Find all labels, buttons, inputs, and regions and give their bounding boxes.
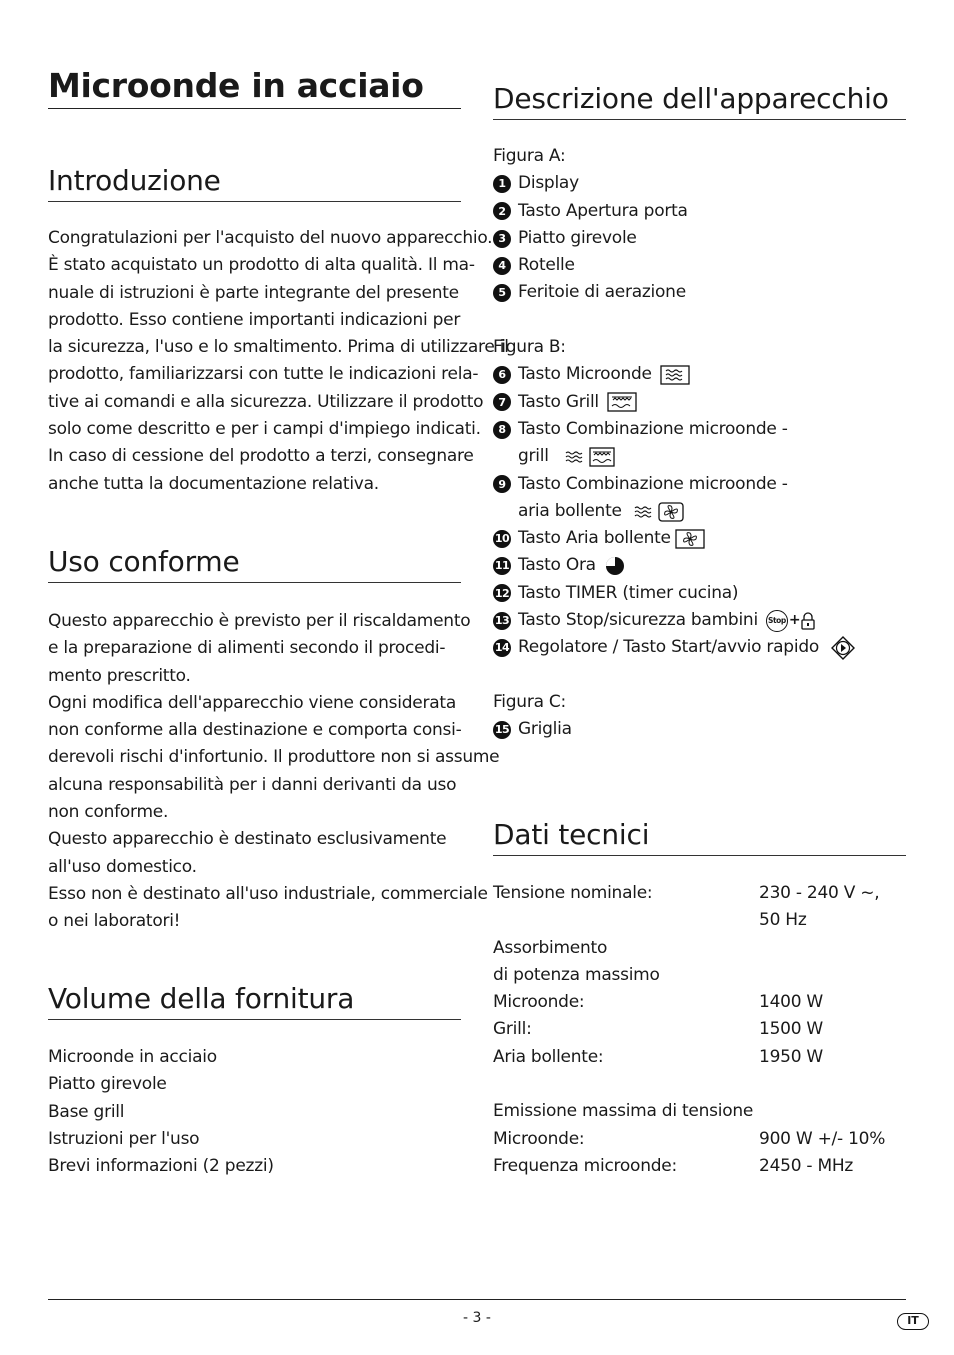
- item-text: Regolatore / Tasto Start/avvio rapido: [518, 637, 820, 658]
- list-item: [493, 525, 906, 552]
- text-line: all'uso domestico.: [48, 856, 197, 877]
- item-text: Tasto Combinazione microonde -: [518, 473, 788, 494]
- table-row: [493, 935, 885, 962]
- number-badge: 15: [493, 721, 511, 739]
- text-line: Questo apparecchio è destinato esclusivamente: [48, 829, 447, 850]
- item-text: Feritoie di aerazione: [518, 282, 686, 303]
- list-item: [493, 389, 906, 416]
- number-badge: 2: [493, 202, 511, 220]
- volume-list: [48, 1044, 461, 1180]
- spec-key: [493, 907, 759, 934]
- list-item: Base grill: [48, 1101, 125, 1122]
- list-item: [493, 416, 906, 443]
- item-text: Tasto Stop/sicurezza bambini: [518, 610, 758, 631]
- spec-key: Microonde:: [493, 992, 585, 1013]
- item-text: Tasto Microonde: [518, 364, 652, 385]
- table-row: [493, 1071, 885, 1098]
- item-text: aria bollente: [518, 500, 622, 521]
- text-line: Esso non è destinato all'uso industriale, commerciale: [48, 883, 488, 904]
- list-item: [493, 361, 906, 388]
- spec-key: Microonde:: [493, 1128, 585, 1149]
- list-item: [493, 170, 906, 197]
- table-row: [493, 880, 885, 907]
- text-line: In caso di cessione del prodotto a terzi, consegnare: [48, 446, 474, 467]
- microwave-icon: [660, 365, 690, 385]
- figure-a-label: Figura A:: [493, 146, 566, 166]
- table-row: [493, 1098, 885, 1125]
- number-badge: 10: [493, 530, 511, 548]
- grill-icon: [607, 392, 637, 412]
- list-item: [493, 471, 906, 498]
- spec-key: Frequenza microonde:: [493, 1155, 677, 1176]
- text-line: la sicurezza, l'uso e lo smaltimento. Prima di utilizzare il: [48, 337, 509, 358]
- spec-value: [759, 962, 885, 989]
- spec-key: Tensione nominale:: [493, 883, 653, 903]
- list-item: Brevi informazioni (2 pezzi): [48, 1156, 274, 1177]
- spec-key: Emissione massima di tensione: [493, 1101, 754, 1122]
- page-title: Microonde in acciaio: [48, 66, 461, 109]
- section-title-introduzione: Introduzione: [48, 163, 461, 202]
- text-line: anche tutta la documentazione relativa.: [48, 473, 379, 494]
- text-line: Questo apparecchio è previsto per il riscaldamento: [48, 611, 471, 631]
- text-line: non conforme alla destinazione e comporta consi-: [48, 720, 462, 741]
- spec-value: 2450 - MHz: [759, 1155, 854, 1176]
- item-text: Tasto Ora: [518, 555, 596, 576]
- list-item: [493, 225, 906, 252]
- number-badge: 5: [493, 284, 511, 302]
- lock-icon: [801, 612, 815, 630]
- list-item: [493, 580, 906, 607]
- table-row: [493, 962, 885, 989]
- spec-value: [759, 935, 885, 962]
- spacer: [493, 307, 906, 334]
- table-row: [493, 989, 885, 1016]
- text-line: Ogni modifica dell'apparecchio viene considerata: [48, 692, 457, 713]
- text-line: non conforme.: [48, 802, 169, 823]
- figure-b-label: Figura B:: [493, 337, 566, 358]
- spec-key: Aria bollente:: [493, 1046, 604, 1067]
- intro-text: [48, 225, 509, 498]
- table-row: [493, 1153, 885, 1180]
- item-text: Tasto Apertura porta: [518, 200, 688, 221]
- number-badge: 12: [493, 584, 511, 602]
- number-badge: 3: [493, 230, 511, 248]
- spec-key: Assorbimento: [493, 937, 608, 958]
- text-line: prodotto, familiarizzarsi con tutte le indicazioni rela-: [48, 364, 479, 385]
- table-row: [493, 907, 885, 934]
- list-item: [493, 552, 906, 579]
- item-text: grill: [518, 446, 549, 467]
- spec-value: 1400 W: [759, 992, 823, 1013]
- spec-value: 900 W +/- 10%: [759, 1128, 886, 1149]
- list-item: [493, 198, 906, 225]
- list-item-continuation: [493, 443, 906, 470]
- text-line: nuale di istruzioni è parte integrante del presente: [48, 282, 459, 303]
- list-item: Istruzioni per l'uso: [48, 1128, 200, 1149]
- text-line: tive ai comandi e alla sicurezza. Utilizzare il prodotto: [48, 391, 484, 412]
- list-item: Piatto girevole: [48, 1074, 167, 1095]
- stop-lock-icon: [766, 607, 815, 634]
- number-badge: 8: [493, 421, 511, 439]
- number-badge: 7: [493, 393, 511, 411]
- list-item: Microonde in acciaio: [48, 1047, 217, 1067]
- item-text: Tasto Combinazione microonde -: [518, 418, 788, 439]
- text-line: Congratulazioni per l'acquisto del nuovo apparecchio.: [48, 228, 493, 248]
- list-item: [493, 279, 906, 306]
- list-item: [493, 607, 906, 634]
- number-badge: 4: [493, 257, 511, 275]
- list-item: [493, 252, 906, 279]
- text-line: È stato acquistato un prodotto di alta qualità. Il ma-: [48, 255, 475, 276]
- number-badge: 6: [493, 366, 511, 384]
- item-text: Griglia: [518, 719, 572, 740]
- table-row: [493, 1044, 885, 1071]
- plus-sign: +: [788, 612, 801, 629]
- table-row: [493, 1016, 885, 1043]
- spec-value: 230 - 240 V ~,: [759, 883, 880, 903]
- text-line: prodotto. Esso contiene importanti indicazioni per: [48, 309, 461, 330]
- spacer: [493, 662, 906, 689]
- page-number: - 3 -: [463, 1310, 491, 1326]
- item-text: Tasto TIMER (timer cucina): [518, 582, 739, 603]
- text-line: o nei laboratori!: [48, 911, 181, 932]
- text-line: e la preparazione di alimenti secondo il procedi-: [48, 638, 446, 659]
- number-badge: 9: [493, 475, 511, 493]
- item-text: Piatto girevole: [518, 227, 637, 248]
- uso-text: [48, 608, 500, 936]
- spec-value: 1950 W: [759, 1046, 823, 1067]
- description-list: [493, 143, 906, 744]
- spec-key: Grill:: [493, 1019, 532, 1040]
- start-dial-icon: [831, 636, 855, 660]
- text-line: mento prescritto.: [48, 665, 191, 686]
- section-title-dati-tecnici: Dati tecnici: [493, 817, 906, 856]
- language-badge: IT: [897, 1313, 929, 1330]
- stop-badge: Stop: [766, 610, 788, 632]
- table-row: [493, 1126, 885, 1153]
- list-item: [493, 716, 906, 743]
- text-line: alcuna responsabilità per i danni derivanti da uso: [48, 774, 457, 795]
- text-line: solo come descritto e per i campi d'impiego indicati.: [48, 419, 481, 440]
- section-title-uso-conforme: Uso conforme: [48, 544, 461, 583]
- text-line: derevoli rischi d'infortunio. Il produttore non si assume: [48, 747, 500, 768]
- item-text: Tasto Aria bollente: [518, 528, 671, 549]
- figure-c-label: Figura C:: [493, 691, 566, 712]
- number-badge: 14: [493, 639, 511, 657]
- spec-key: di potenza massimo: [493, 964, 660, 985]
- number-badge: 1: [493, 175, 511, 193]
- list-item: [493, 634, 906, 661]
- list-item-continuation: [493, 498, 906, 525]
- microwave-fan-icon: [632, 501, 684, 523]
- item-text: Display: [518, 173, 579, 194]
- specs-table: [493, 880, 885, 1180]
- fan-icon: [675, 529, 705, 549]
- spec-value: 1500 W: [759, 1019, 823, 1040]
- spec-value: [759, 1098, 885, 1125]
- number-badge: 11: [493, 557, 511, 575]
- number-badge: 13: [493, 612, 511, 630]
- footer-divider: [48, 1299, 906, 1300]
- item-text: Tasto Grill: [518, 391, 599, 412]
- clock-icon: [604, 555, 626, 577]
- section-title-volume-fornitura: Volume della fornitura: [48, 981, 461, 1020]
- item-text: Rotelle: [518, 255, 575, 276]
- section-title-descrizione: Descrizione dell'apparecchio: [493, 81, 906, 120]
- spec-key: [493, 1071, 759, 1098]
- spec-value: 50 Hz: [759, 910, 807, 931]
- microwave-grill-icon: [563, 447, 615, 467]
- specs-block: [493, 880, 906, 1180]
- spec-value: [759, 1071, 885, 1098]
